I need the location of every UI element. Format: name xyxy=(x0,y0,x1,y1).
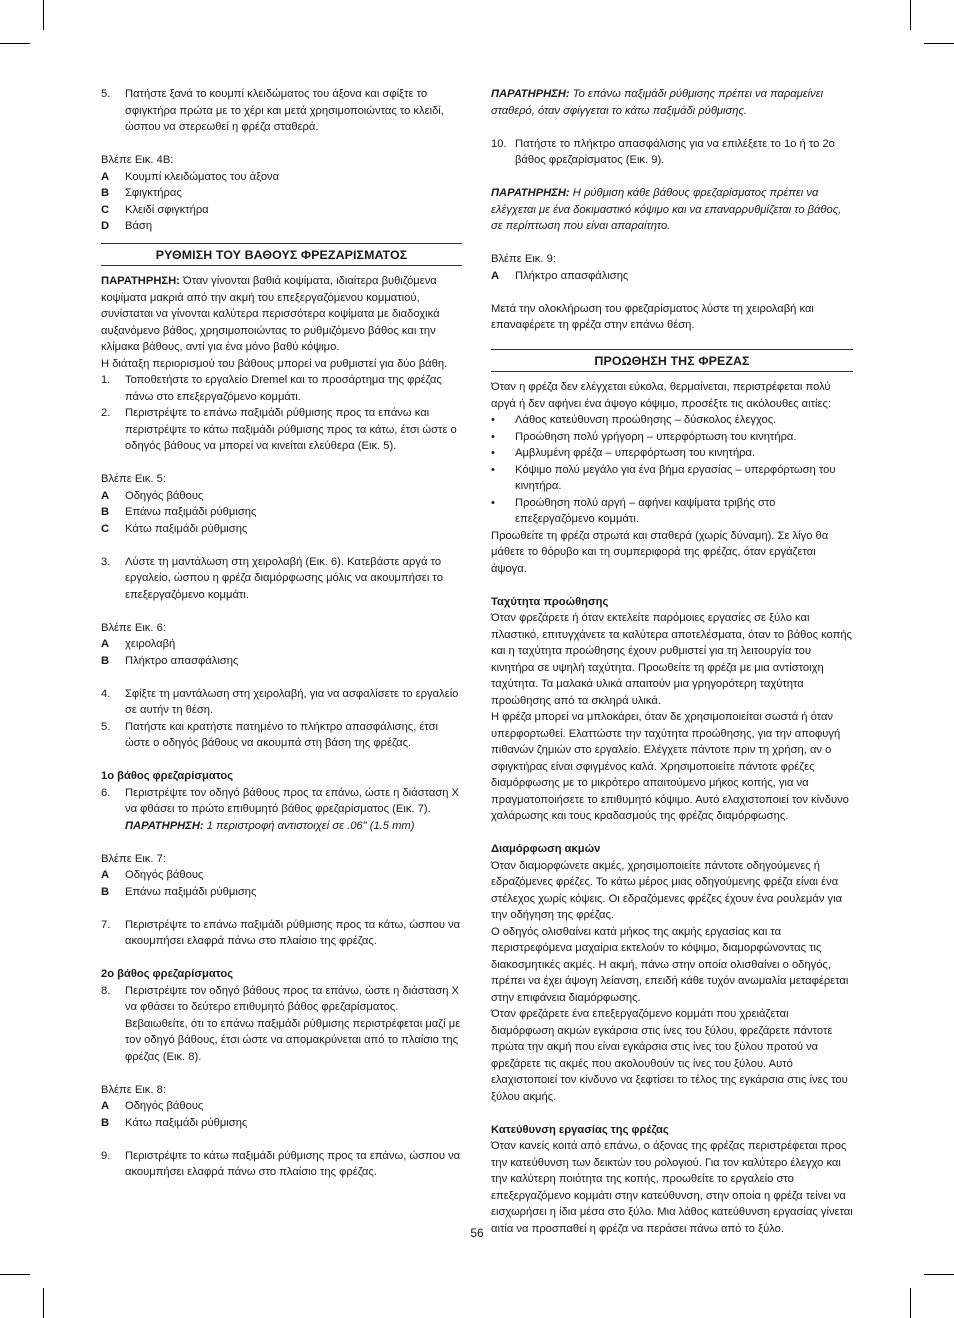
legend-item: B Επάνω παξιμάδι ρύθμισης xyxy=(101,885,257,898)
paragraph: Η φρέζα μπορεί να μπλοκάρει, όταν δε χρησιμοποιείται σωστά ή όταν υπερφορτωθεί. Ελαττώστε την ταχύτητα προώθησης, για την αποφυγή πιθανών ζημιών στο εργαλείο. Ελέγχετε πάντοτε πριν τη χρήση, αν ο σφιγκτήρας είναι σφιγμένος καλά. Χρησιμοποιείτε πάντοτε φρέζες διαμόρφωσης με το μικρότερο απαιτούμενο μήκος κοπής, για να πραγματοποιήσετε το επιθυμητό κόψιμο. Αυτό ελαχιστοποιεί τον κίνδυνο χαλάρωσης και τους κραδασμούς της φρέζας διαμόρφωσης. xyxy=(491,711,849,822)
legend-item: A Οδηγός βάθους xyxy=(101,869,204,881)
legend-item: A χειρολαβή xyxy=(101,638,176,650)
legend-item: B Σφιγκτήρας xyxy=(101,187,182,199)
bullet-item: • Λάθος κατεύθυνση προώθησης – δύσκολος έλεγχος. xyxy=(491,414,777,426)
note-paragraph: ΠΑΡΑΤΗΡΗΣΗ: Η ρύθμιση κάθε βάθους φρεζαρίσματος πρέπει να ελέγχεται με ένα δοκιμαστικό κόψιμο και να επαναρρυθμίζεται το βάθος, σε περίπτωση που είναι απαραίτητο. xyxy=(491,187,842,232)
crop-mark xyxy=(910,1288,911,1318)
subheading: 1ο βάθος φρεζαρίσματος xyxy=(101,770,234,782)
paragraph: Όταν φρεζάρετε ή όταν εκτελείτε παρόμοιες εργασίες σε ξύλο και πλαστικό, επιτυγχάνετε τα καλύτερα αποτελέσματα, όταν το βάθος κοπής και η ταχύτητα προώθησης έχουν ρυθμιστεί για τη λειτουργία του κινητήρα σε υψηλή ταχύτητα. Προωθείτε τη φρέζα με μια αντίστοιχη ταχύτητα. Τα μαλακά υλικά απαιτούν μια γρηγορότερη ταχύτητα προώθησης από τα σκληρά υλικά. xyxy=(491,612,852,707)
paragraph: Όταν φρεζάρετε ένα επεξεργαζόμενο κομμάτι που χρειάζεται διαμόρφωση ακμών εγκάρσια στις ίνες του ξύλου, φρεζάρετε πάντοτε πρώτα την ακμή που είναι εγκάρσια στις ίνες του ξύλου προτού να φρεζάρετε τις ακμές που ακολουθούν τις ίνες του ξύλου. Αυτό ελαχιστοποιεί τον κίνδυνο να ξεφτίσει το τέλος της εγκάρσια στις ίνες του ξύλου ακμής. xyxy=(491,1008,848,1103)
section-heading: ΡΥΘΜΙΣΗ ΤΟΥ ΒΑΘΟΥΣ ΦΡΕΖΑΡΙΣΜΑΤΟΣ xyxy=(101,243,462,267)
paragraph: Η διάταξη περιορισμού του βάθους μπορεί να ρυθμιστεί για δύο βάθη. xyxy=(101,357,448,370)
paragraph: Όταν η φρέζα δεν ελέγχεται εύκολα, θερμαίνεται, περιστρέφεται πολύ αργά ή δεν αφήνει ένα άψογο κόψιμο, προσέξτε τις ακόλουθες αιτίες: xyxy=(491,381,832,410)
legend-item: D Βάση xyxy=(101,220,153,232)
section-heading: ΠΡΟΩΘΗΣΗ ΤΗΣ ΦΡΕΖΑΣ xyxy=(491,349,853,373)
paragraph: Προωθείτε τη φρέζα στρωτά και σταθερά (χωρίς δύναμη). Σε λίγο θα μάθετε το θόρυβο και τη συμπεριφορά της φρέζας, όταν εργάζεται άψογα. xyxy=(491,529,829,575)
step-item: 10. Πατήστε το πλήκτρο απασφάλισης για να επιλέξετε το 1ο ή το 2ο βάθος φρεζαρίσματος (Εικ. 9). xyxy=(491,137,835,166)
step-item: 5. Πατήστε ξανά το κουμπί κλειδώματος του άξονα και σφίξτε το σφιγκτήρα πρώτα με το χέρι και μετά χρησιμοποιώντας το κλειδί, ώσπου να στερεωθεί η φρέζα σταθερά. xyxy=(101,88,444,133)
legend-item: A Οδηγός βάθους xyxy=(101,489,204,502)
step-item: 7. Περιστρέψτε το επάνω παξιμάδι ρύθμισης προς τα κάτω, ώσπου να ακουμπήσει ελαφρά πάνω στο πλαίσιο της φρέζας. xyxy=(101,918,461,947)
bullet-item: • Αμβλυμένη φρέζα – υπερφόρτωση του κινητήρα. xyxy=(491,447,756,459)
figure-reference: Βλέπε Εικ. 8: xyxy=(101,1083,166,1096)
crop-mark xyxy=(0,1274,30,1275)
legend-item: A Κουμπί κλειδώματος του άξονα xyxy=(101,170,280,183)
crop-mark xyxy=(910,0,911,30)
note-paragraph: ΠΑΡΑΤΗΡΗΣΗ: Το επάνω παξιμάδι ρύθμισης πρέπει να παραμείνει σταθερό, όταν σφίγγεται το κάτω παξιμάδι ρύθμισης. xyxy=(491,88,824,117)
bullet-item: • Προώθηση πολύ αργή – αφήνει καψίματα τριβής στο επεξεργαζόμενο κομμάτι. xyxy=(491,496,776,525)
subheading: Διαμόρφωση ακμών xyxy=(491,843,601,855)
step-item: 2. Περιστρέψτε το επάνω παξιμάδι ρύθμισης προς τα επάνω και περιστρέψτε το κάτω παξιμάδι ρύθμισης προς τα κάτω, έτσι ώστε ο οδηγός βάθους να μπορεί να κινείται ελεύθερα (Εικ. 5). xyxy=(101,407,457,452)
crop-mark xyxy=(924,43,954,44)
crop-mark xyxy=(0,43,30,44)
crop-mark xyxy=(43,1288,44,1318)
step-item: 4. Σφίξτε τη μαντάλωση στη χειρολαβή, για να ασφαλίσετε το εργαλείο σε αυτήν τη θέση. xyxy=(101,687,459,716)
crop-mark xyxy=(924,1274,954,1275)
subheading: Ταχύτητα προώθησης xyxy=(491,595,609,608)
step-item: 3. Λύστε τη μαντάλωση στη χειρολαβή (Εικ. 6). Κατεβάστε αργά το εργαλείο, ώσπου η φρέζα διαμόρφωσης μόλις να ακουμπήσει το επεξεργαζόμενο κομμάτι. xyxy=(101,555,443,601)
figure-reference: Βλέπε Εικ. 5: xyxy=(101,473,166,485)
paragraph: Μετά την ολοκλήρωση του φρεζαρίσματος λύστε τη χειρολαβή και επαναφέρετε τη φρέζα στην επάνω θέση. xyxy=(491,302,814,331)
figure-reference: Βλέπε Εικ. 6: xyxy=(101,621,166,634)
note-paragraph: ΠΑΡΑΤΗΡΗΣΗ: Όταν γίνονται βαθιά κοψίματα, ιδιαίτερα βυθιζόμενα κοψίματα μακριά από την ακμή του επεξεργαζόμενου κομματιού, συνίσταται να γίνονται καλύτερα περισσότερα κοψίματα με διαδοχικά αυξανόμενο βάθος, χρησιμοποιώντας το ρυθμιζόμενο βάθος και την κλίμακα βάθους, αντί για ένα μόνο βαθύ κόψιμο. xyxy=(101,275,440,353)
legend-item: B Πλήκτρο απασφάλισης xyxy=(101,654,239,667)
left-column xyxy=(101,86,462,1181)
legend-item: C Κλειδί σφιγκτήρα xyxy=(101,203,209,216)
legend-item: C Κάτω παξιμάδι ρύθμισης xyxy=(101,522,248,535)
legend-item: B Επάνω παξιμάδι ρύθμισης xyxy=(101,506,257,518)
subheading: 2ο βάθος φρεζαρίσματος xyxy=(101,968,234,980)
step-item: 9. Περιστρέψτε το κάτω παξιμάδι ρύθμισης προς τα επάνω, ώσπου να ακουμπήσει ελαφρά πάνω στο πλαίσιο της φρέζας. xyxy=(101,1149,461,1178)
bullet-item: • Κόψιμο πολύ μεγάλο για ένα βήμα εργασίας – υπερφόρτωση του κινητήρα. xyxy=(491,463,836,492)
bullet-item: • Προώθηση πολύ γρήγορη – υπερφόρτωση του κινητήρα. xyxy=(491,430,797,443)
paragraph: Όταν κανείς κοιτά από επάνω, ο άξονας της φρέζας περιστρέφεται προς την κατεύθυνση των δεικτών του ρολογιού. Για τον καλύτερο έλεγχο και την καλύτερη ποιότητα της κοπής, προωθείτε το εργαλείο στο επεξεργαζόμενο κομμάτι στην κατεύθυνση, στην οποία η φρέζα τείνει να εισχωρήσει η ίδια μέσα στο ξύλο. Μια λάθος κατεύθυνση εργασίας γίνεται αιτία να προσπαθεί η φρέζα να περάσει πάνω από το ξύλο. xyxy=(491,1140,853,1235)
step-item: 5. Πατήστε και κρατήστε πατημένο το πλήκτρο απασφάλισης, έτσι ώστε ο οδηγός βάθους να ακουμπά στη βάση της φρέζας. xyxy=(101,720,439,749)
legend-item: A Οδηγός βάθους xyxy=(101,1100,204,1112)
right-column xyxy=(491,86,853,1237)
paragraph: Όταν διαμορφώνετε ακμές, χρησιμοποιείτε πάντοτε οδηγούμενες ή εδραζόμενες φρέζες. Το κάτω μέρος μιας οδηγούμενης φρέζα είναι ένα στέλεχος χωρίς κόψεις. Οι εδραζόμενες φρέζες έχουν ένα ρουλεμάν για την οδήγηση της φρέζας. xyxy=(491,859,843,921)
legend-item: B Κάτω παξιμάδι ρύθμισης xyxy=(101,1116,248,1129)
legend-item: A Πλήκτρο απασφάλισης xyxy=(491,269,629,282)
page-number: 56 xyxy=(470,1226,484,1240)
crop-mark xyxy=(43,0,44,30)
figure-reference: Βλέπε Εικ. 9: xyxy=(491,253,556,265)
subheading: Κατεύθυνση εργασίας της φρέζας xyxy=(491,1123,669,1136)
paragraph: Ο οδηγός ολισθαίνει κατά μήκος της ακμής εργασίας και τα περιστρεφόμενα μαχαίρια εκτελούν το κόψιμο, διαμορφώνοντας τις διακοσμητικές ακμές. Η ακμή, πάνω στην οποία ολισθαίνει ο οδηγός, πρέπει να έχει άψογη λείανση, επειδή κάθε τυχόν ανωμαλία μεταφέρεται στην επιφάνεια διαμόρφωσης. xyxy=(491,925,849,1004)
figure-reference: Βλέπε Εικ. 7: xyxy=(101,852,166,865)
step-item: 1. Τοποθετήστε το εργαλείο Dremel και το προσάρτημα της φρέζας πάνω στο επεξεργαζόμενο κομμάτι. xyxy=(101,374,442,403)
figure-reference: Βλέπε Εικ. 4B: xyxy=(101,154,174,166)
step-item: 8. Περιστρέψτε τον οδηγό βάθους προς τα επάνω, ώστε η διάσταση X να φθάσει το δεύτερο επιθυμητό βάθος φρεζαρίσματος. Βεβαιωθείτε, ότι το επάνω παξιμάδι ρύθμισης περιστρέφεται μαζί με τον οδηγό βάθους, έτσι ώστε να απομακρύνεται από το πλαίσιο της φρέζας (Εικ. 8). xyxy=(101,984,461,1063)
step-item: 6. Περιστρέψτε τον οδηγό βάθους προς τα επάνω, ώστε η διάσταση X να φθάσει το πρώτο επιθυμητό βάθος φρεζαρίσματος (Εικ. 7). ΠΑΡΑΤΗΡΗΣΗ: 1 περιστροφή αντιστοιχεί σε .06" (1.5 mm) xyxy=(101,786,460,832)
